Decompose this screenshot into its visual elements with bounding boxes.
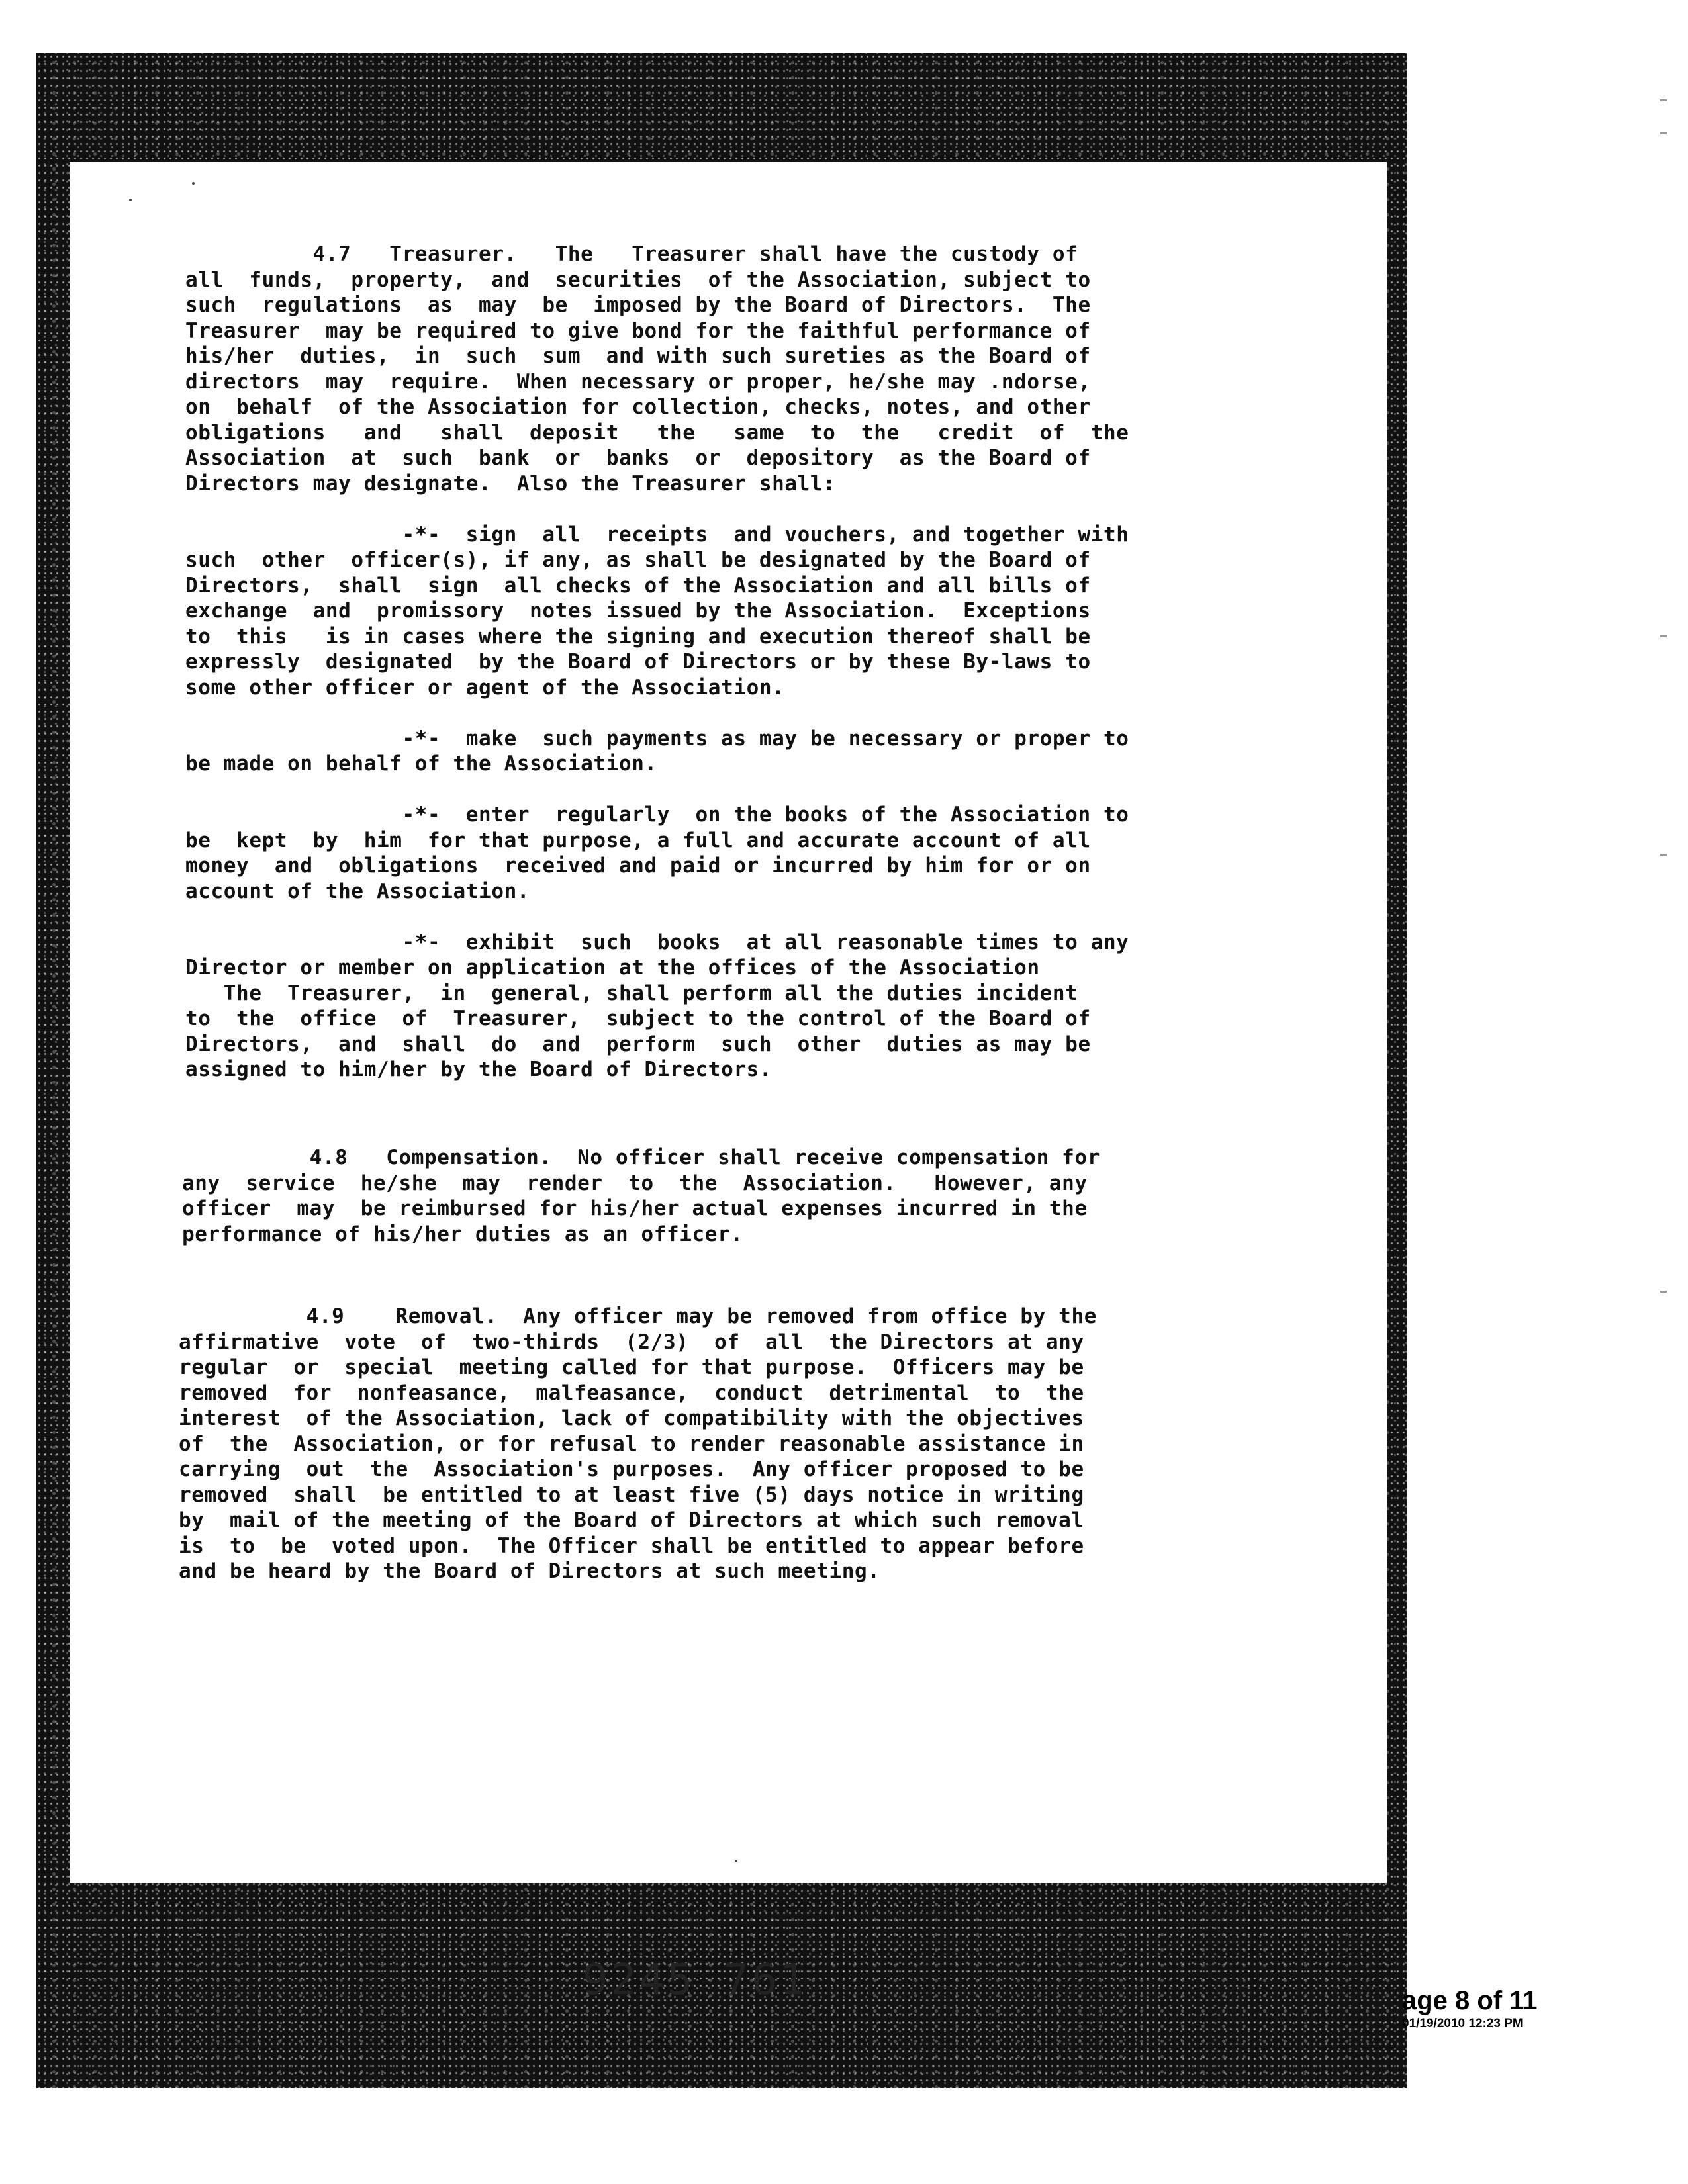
margin-mark xyxy=(1660,635,1667,637)
text-line: regular or special meeting called for that purpose. Officers may be xyxy=(179,1355,1084,1379)
section-4-9-removal xyxy=(179,1304,1097,1584)
section-4-7-treasurer xyxy=(185,242,1129,1083)
text-line: officer may be reimbursed for his/her actual expenses incurred in the xyxy=(182,1197,1088,1220)
text-line: performance of his/her duties as an officer. xyxy=(182,1222,743,1246)
text-line: account of the Association. xyxy=(185,879,530,903)
text-line: exchange and promissory notes issued by the Association. Exceptions xyxy=(185,599,1091,623)
page-footer xyxy=(1402,1985,1574,2032)
text-line: Director or member on application at the offices of the Association xyxy=(185,956,1040,979)
text-line: -*- make such payments as may be necessary or proper to xyxy=(185,726,1129,751)
text-line: on behalf of the Association for collection, checks, notes, and other xyxy=(185,395,1091,419)
text-line xyxy=(185,904,1129,930)
text-line: 4.8 Compensation. No officer shall receive compensation for xyxy=(182,1146,1100,1169)
text-line: affirmative vote of two-thirds (2/3) of all the Directors at any xyxy=(179,1330,1084,1354)
text-line: -*- enter regularly on the books of the Association to xyxy=(185,803,1129,827)
text-line xyxy=(185,777,1129,803)
text-line: Treasurer may be required to give bond for the faithful performance of xyxy=(185,318,1091,343)
text-line: be made on behalf of the Association. xyxy=(185,752,657,776)
margin-mark xyxy=(1660,132,1667,134)
text-line: -*- sign all receipts and vouchers, and together with xyxy=(185,522,1129,547)
text-line: obligations and shall deposit the same to the credit of the xyxy=(185,420,1129,445)
text-line: Directors, shall sign all checks of the Association and all bills of xyxy=(185,573,1091,598)
page-timestamp: 01/19/2010 12:23 PM xyxy=(1402,2017,1523,2030)
text-line: 4.9 Removal. Any officer may be removed from office by the xyxy=(179,1304,1097,1328)
text-line: such other officer(s), if any, as shall be designated by the Board of xyxy=(185,548,1091,572)
text-line: carrying out the Association's purposes. Any officer proposed to be xyxy=(179,1457,1084,1481)
page-number: 9245 761 xyxy=(583,1956,808,2005)
text-line: assigned to him/her by the Board of Directors. xyxy=(185,1058,773,1081)
text-line: some other officer or agent of the Association. xyxy=(185,675,785,700)
text-line: money and obligations received and paid or incurred by him for or on xyxy=(185,854,1091,878)
text-line: is to be voted upon. The Officer shall be entitled to appear before xyxy=(179,1533,1084,1558)
text-line: removed shall be entitled to at least five (5) days notice in writing xyxy=(179,1482,1084,1507)
text-line: to the office of Treasurer, subject to the control of the Board of xyxy=(185,1007,1091,1030)
text-line: of the Association, or for refusal to render reasonable assistance in xyxy=(179,1432,1084,1456)
text-line xyxy=(185,700,1129,726)
text-line: by mail of the meeting of the Board of Directors at which such removal xyxy=(179,1508,1084,1532)
page-counter: age 8 of 11 xyxy=(1402,1986,1538,2015)
scan-speck xyxy=(129,199,132,201)
text-line: any service he/she may render to the Association. However, any xyxy=(182,1171,1088,1195)
text-line: Directors may designate. Also the Treasurer shall: xyxy=(185,471,836,496)
text-line: such regulations as may be imposed by the Board of Directors. The xyxy=(185,293,1091,317)
text-line: be kept by him for that purpose, a full and accurate account of all xyxy=(185,828,1091,852)
text-line: 4.7 Treasurer. The Treasurer shall have the custody of xyxy=(185,242,1078,266)
text-line: directors may require. When necessary or proper, he/she may .ndorse, xyxy=(185,369,1091,394)
margin-mark xyxy=(1660,99,1667,101)
text-line: interest of the Association, lack of compatibility with the objectives xyxy=(179,1406,1084,1430)
text-line: all funds, property, and securities of the Association, subject to xyxy=(185,267,1091,292)
text-line: -*- exhibit such books at all reasonable times to any xyxy=(185,930,1129,954)
text-line: Directors, and shall do and perform such other duties as may be xyxy=(185,1032,1091,1056)
text-line: Association at such bank or banks or depository as the Board of xyxy=(185,446,1091,470)
margin-mark xyxy=(1660,854,1667,856)
text-line: to this is in cases where the signing and execution thereof shall be xyxy=(185,624,1091,649)
text-line: his/her duties, in such sum and with such sureties as the Board of xyxy=(185,344,1091,368)
margin-mark xyxy=(1660,1291,1667,1293)
text-line: The Treasurer, in general, shall perform all the duties incident xyxy=(185,981,1078,1005)
text-line xyxy=(185,496,1129,522)
scan-speck xyxy=(192,182,195,185)
text-line: and be heard by the Board of Directors at such meeting. xyxy=(179,1559,880,1583)
text-line: expressly designated by the Board of Directors or by these By-laws to xyxy=(185,650,1091,674)
text-line: removed for nonfeasance, malfeasance, conduct detrimental to the xyxy=(179,1381,1084,1405)
document-page xyxy=(70,162,1387,2005)
section-4-8-compensation xyxy=(182,1145,1100,1247)
scan-speck xyxy=(735,1860,737,1862)
